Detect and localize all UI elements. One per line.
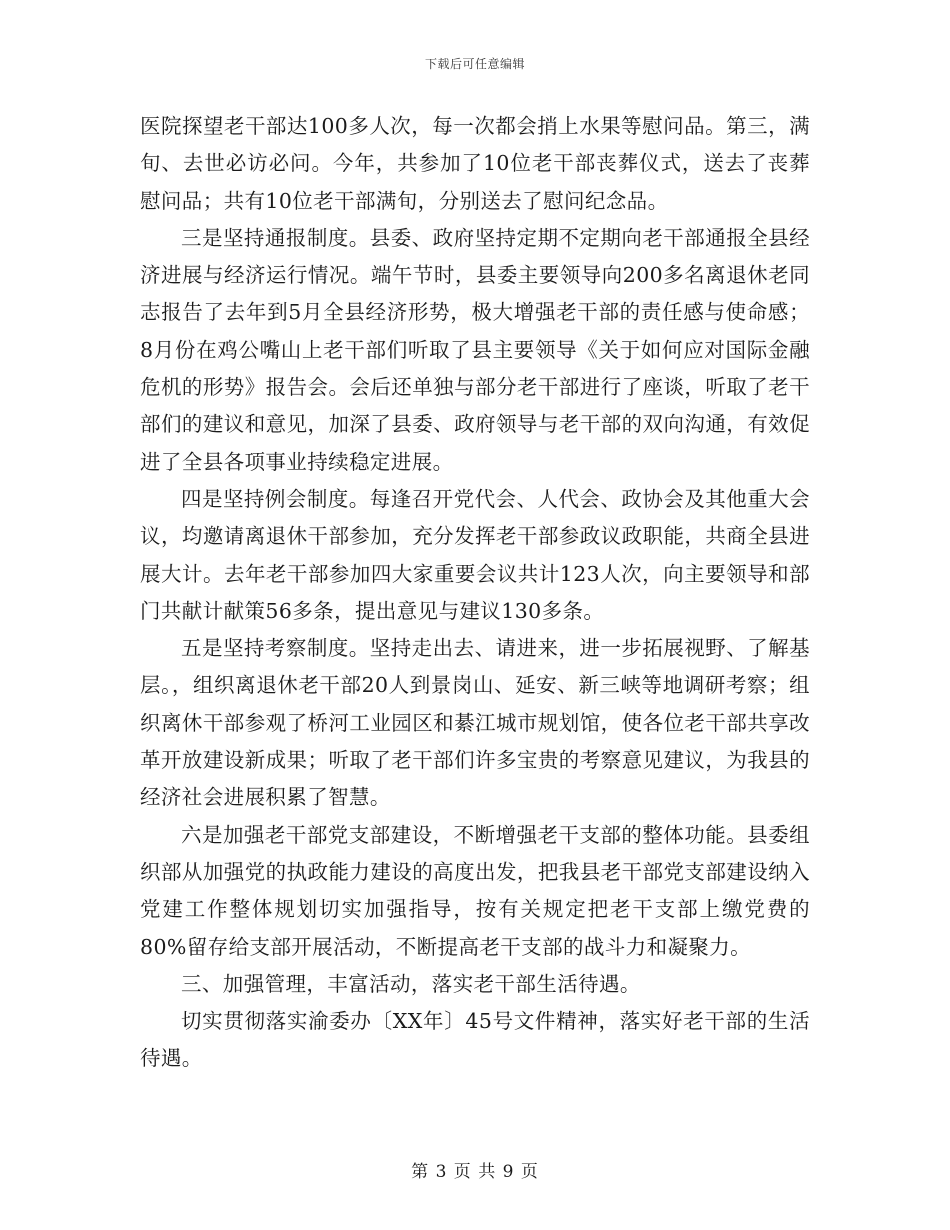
document-body <box>140 108 810 1078</box>
paragraph-inspection-system: 五是坚持考察制度。坚持走出去、请进来，进一步拓展视野、了解基层。，组织离退休老干部20人到景岗山、延安、新三峡等地调研考察；组织离休干部参观了桥河工业园区和綦江城市规划馆，使各位老干部共享改革开放建设新成果；听取了老干部们许多宝贵的考察意见建议，为我县的经济社会进展积累了智慧。 <box>140 636 810 810</box>
page-header: 下载后可任意编辑 <box>424 57 525 71</box>
paragraph-party-branch-building: 六是加强老干部党支部建设，不断增强老干支部的整体功能。县委组织部从加强党的执政能力建设的高度出发，把我县老干部党支部建设纳入党建工作整体规划切实加强指导，按有关规定把老干支部上缴党费的80%留存给支部开展活动，不断提高老干支部的战斗力和凝聚力。 <box>140 822 810 959</box>
paragraph-regular-meeting-system: 四是坚持例会制度。每逢召开党代会、人代会、政协会及其他重大会议，均邀请离退休干部参加，充分发挥老干部参政议政职能，共商全县进展大计。去年老干部参加四大家重要会议共计123人次，向主要领导和部门共献计献策56多条，提出意见与建议130多条。 <box>140 486 810 623</box>
section-heading-3: 三、加强管理，丰富活动，落实老干部生活待遇。 <box>181 971 641 996</box>
paragraph-living-benefits: 切实贯彻落实渝委办〔XX年〕45号文件精神，落实好老干部的生活待遇。 <box>140 1009 810 1071</box>
page-footer: 第 3 页 共 9 页 <box>411 1162 539 1182</box>
paragraph-notification-system: 三是坚持通报制度。县委、政府坚持定期不定期向老干部通报全县经济进展与经济运行情况。端午节时，县委主要领导向200多名离退休老同志报告了去年到5月全县经济形势，极大增强老干部的责任感与使命感；8月份在鸡公嘴山上老干部们听取了县主要领导《关于如何应对国际金融危机的形势》报告会。会后还单独与部分老干部进行了座谈，听取了老干部们的建议和意见，加深了县委、政府领导与老干部的双向沟通，有效促进了全县各项事业持续稳定进展。 <box>140 225 810 474</box>
paragraph-continued: 医院探望老干部达100多人次，每一次都会捎上水果等慰问品。第三，满旬、去世必访必问。今年，共参加了10位老干部丧葬仪式，送去了丧葬慰问品；共有10位老干部满旬，分别送去了慰问纪念品。 <box>140 114 810 213</box>
